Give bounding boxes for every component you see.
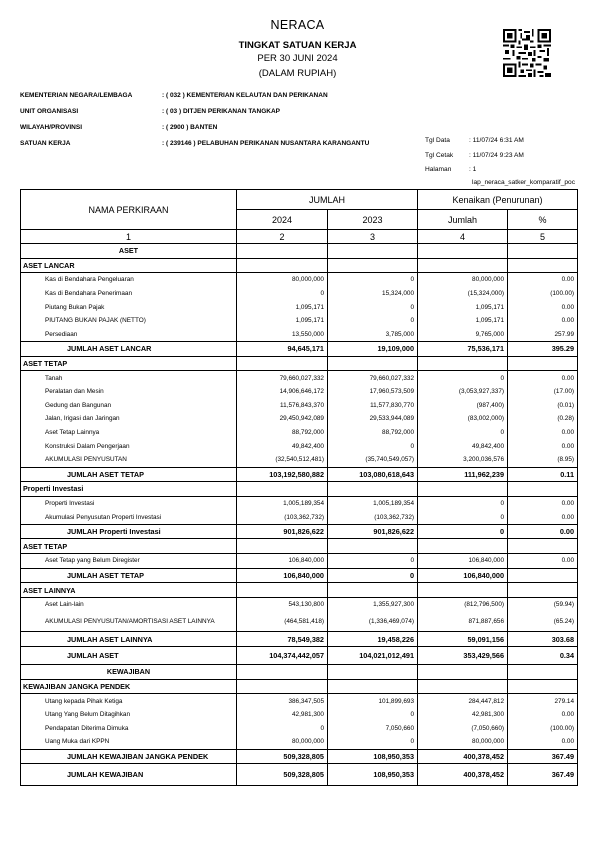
meta-value: : ( 239146 ) PELABUHAN PERIKANAN NUSANTARA KARANGANTU [162, 140, 370, 147]
change-amount: 0 [418, 524, 508, 539]
value-2024: 78,549,382 [237, 632, 328, 647]
account-name: ASET TETAP [21, 539, 237, 554]
change-percent: 279.14 [508, 694, 578, 708]
change-percent: 367.49 [508, 749, 578, 764]
change-percent: (8.95) [508, 453, 578, 467]
table-row [21, 524, 578, 539]
meta-label: UNIT ORGANISASI [20, 108, 79, 115]
value-2023: 104,021,012,491 [328, 647, 418, 665]
account-name: Tanah [21, 371, 237, 385]
header-col-number: 4 [418, 230, 508, 244]
account-name: Jalan, Irigasi dan Jaringan [21, 412, 237, 426]
info-label: Halaman [425, 166, 452, 173]
change-percent: 0.00 [508, 300, 578, 314]
account-name: ASET LANCAR [21, 258, 237, 273]
header-kenaikan: Kenaikan (Penurunan) [418, 190, 578, 210]
change-percent: (0.01) [508, 399, 578, 413]
value-2023: 1,355,927,300 [328, 597, 418, 611]
change-percent: 0.00 [508, 496, 578, 510]
change-amount: 0 [418, 496, 508, 510]
value-2023: (1,336,469,074) [328, 611, 418, 632]
change-percent: 0.00 [508, 371, 578, 385]
change-percent: 0.34 [508, 647, 578, 665]
info-value: : 1 [469, 166, 477, 173]
value-2024 [237, 244, 328, 259]
account-name: Peralatan dan Mesin [21, 385, 237, 399]
meta-label: SATUAN KERJA [20, 140, 71, 147]
change-percent: 0.00 [508, 426, 578, 440]
value-2024 [237, 356, 328, 371]
table-row [21, 356, 578, 371]
value-2024: 94,645,171 [237, 342, 328, 357]
report-currency: (DALAM RUPIAH) [258, 68, 337, 79]
value-2024: 49,842,400 [237, 439, 328, 453]
value-2023: 901,826,622 [328, 524, 418, 539]
account-name: JUMLAH ASET [21, 647, 237, 665]
change-amount: 106,840,000 [418, 554, 508, 569]
table-body [21, 244, 578, 786]
change-amount [418, 583, 508, 598]
change-amount: 80,000,000 [418, 273, 508, 287]
value-2023: 29,533,944,089 [328, 412, 418, 426]
account-name: JUMLAH ASET LANCAR [21, 342, 237, 357]
account-name: JUMLAH KEWAJIBAN [21, 764, 237, 786]
value-2023 [328, 539, 418, 554]
header-col-number: 2 [237, 230, 328, 244]
value-2023 [328, 258, 418, 273]
table-row [21, 611, 578, 632]
change-percent: 0.00 [508, 554, 578, 569]
table-row [21, 632, 578, 647]
account-name: Properti Investasi [21, 496, 237, 510]
change-amount: 59,091,156 [418, 632, 508, 647]
value-2024: 1,095,171 [237, 314, 328, 328]
table-row [21, 258, 578, 273]
account-name: PIUTANG BUKAN PAJAK (NETTO) [21, 314, 237, 328]
change-percent [508, 539, 578, 554]
account-name: JUMLAH ASET TETAP [21, 467, 237, 482]
table-row [21, 679, 578, 694]
value-2024: 103,192,580,882 [237, 467, 328, 482]
change-percent: (100.00) [508, 287, 578, 301]
table-row [21, 482, 578, 497]
value-2024 [237, 665, 328, 680]
meta-value: : ( 2900 ) BANTEN [162, 124, 218, 131]
change-percent: 367.49 [508, 764, 578, 786]
change-percent [508, 356, 578, 371]
header-jumlah: JUMLAH [237, 190, 418, 210]
value-2024: 104,374,442,057 [237, 647, 328, 665]
account-name: AKUMULASI PENYUSUTAN/AMORTISASI ASET LAINNYA [21, 611, 237, 632]
value-2024: 1,095,171 [237, 300, 328, 314]
info-label: Tgl Cetak [425, 151, 454, 159]
meta-label: WILAYAH/PROVINSI [20, 124, 83, 131]
table-header [21, 190, 578, 244]
value-2023: 0 [328, 554, 418, 569]
table-row [21, 273, 578, 287]
value-2024: 386,347,505 [237, 694, 328, 708]
change-percent: (0.28) [508, 412, 578, 426]
change-amount: (7,050,660) [418, 721, 508, 735]
value-2023: 0 [328, 735, 418, 749]
value-2024 [237, 482, 328, 497]
value-2023 [328, 679, 418, 694]
table-row [21, 597, 578, 611]
meta-row-satker [20, 140, 440, 156]
change-amount: (15,324,000) [418, 287, 508, 301]
change-amount: 1,095,171 [418, 314, 508, 328]
change-amount: (3,053,927,337) [418, 385, 508, 399]
account-name: Utang Yang Belum Ditagihkan [21, 708, 237, 722]
table-row [21, 510, 578, 524]
change-percent: 0.00 [508, 510, 578, 524]
change-percent: 395.29 [508, 342, 578, 357]
change-percent [508, 665, 578, 680]
header-jumlah-sub: Jumlah [418, 210, 508, 230]
report-id: lap_neraca_satker_komparatif_poc [472, 179, 575, 186]
value-2024: 80,000,000 [237, 273, 328, 287]
value-2023 [328, 665, 418, 680]
account-name: Pendapatan Diterima Dimuka [21, 721, 237, 735]
change-percent: (59.94) [508, 597, 578, 611]
table-row [21, 665, 578, 680]
value-2024 [237, 539, 328, 554]
account-name: Aset Tetap Lainnya [21, 426, 237, 440]
value-2023: 79,660,027,332 [328, 371, 418, 385]
header-col-number: 1 [21, 230, 237, 244]
info-value: : 11/07/24 9:23 AM [469, 151, 524, 159]
table-row [21, 583, 578, 598]
account-name: Piutang Bukan Pajak [21, 300, 237, 314]
value-2024: 88,792,000 [237, 426, 328, 440]
table-row [21, 554, 578, 569]
change-amount: 353,429,566 [418, 647, 508, 665]
change-amount: 80,000,000 [418, 735, 508, 749]
account-name: Persediaan [21, 328, 237, 342]
change-amount: 400,378,452 [418, 764, 508, 786]
value-2023: 0 [328, 708, 418, 722]
table-row [21, 300, 578, 314]
info-label: Tgl Data [425, 137, 450, 144]
account-name: JUMLAH ASET LAINNYA [21, 632, 237, 647]
balance-sheet-table [20, 189, 578, 786]
change-amount [418, 356, 508, 371]
table-row [21, 371, 578, 385]
change-amount: 0 [418, 426, 508, 440]
account-name: Konstruksi Dalam Pengerjaan [21, 439, 237, 453]
value-2024: 106,840,000 [237, 554, 328, 569]
value-2024: 106,840,000 [237, 568, 328, 583]
change-percent: 0.11 [508, 467, 578, 482]
change-percent [508, 583, 578, 598]
account-name: KEWAJIBAN JANGKA PENDEK [21, 679, 237, 694]
change-amount [418, 539, 508, 554]
value-2024: 79,660,027,332 [237, 371, 328, 385]
change-percent [508, 679, 578, 694]
table-row [21, 385, 578, 399]
account-name: Utang kepada Pihak Ketiga [21, 694, 237, 708]
change-percent: 0.00 [508, 524, 578, 539]
change-amount: 0 [418, 371, 508, 385]
table-row [21, 342, 578, 357]
value-2024: 14,906,646,172 [237, 385, 328, 399]
table-row [21, 453, 578, 467]
value-2024: 42,981,300 [237, 708, 328, 722]
account-name: Kas di Bendahara Pengeluaran [21, 273, 237, 287]
table-row [21, 764, 578, 786]
change-amount: (987,400) [418, 399, 508, 413]
table-row [21, 539, 578, 554]
account-name: ASET LAINNYA [21, 583, 237, 598]
account-name: Properti Investasi [21, 482, 237, 497]
value-2024 [237, 679, 328, 694]
info-value: : 11/07/24 6:31 AM [469, 137, 524, 144]
report-title: NERACA [270, 18, 325, 32]
change-amount [418, 679, 508, 694]
meta-value: : ( 032 ) KEMENTERIAN KELAUTAN DAN PERIKANAN [162, 92, 328, 99]
table-row [21, 749, 578, 764]
table-row [21, 314, 578, 328]
table-row [21, 439, 578, 453]
change-amount [418, 482, 508, 497]
value-2023: 15,324,000 [328, 287, 418, 301]
meta-row-unit [20, 108, 440, 124]
value-2023 [328, 583, 418, 598]
change-percent: 0.00 [508, 735, 578, 749]
value-2024 [237, 258, 328, 273]
value-2024 [237, 583, 328, 598]
change-percent: 257.99 [508, 328, 578, 342]
qr-code-icon [503, 29, 551, 77]
value-2024: 0 [237, 721, 328, 735]
table-row [21, 467, 578, 482]
value-2023: 0 [328, 568, 418, 583]
table-row [21, 412, 578, 426]
value-2023: 11,577,830,770 [328, 399, 418, 413]
change-amount: 106,840,000 [418, 568, 508, 583]
header-percent: % [508, 210, 578, 230]
value-2023: 0 [328, 273, 418, 287]
table-row [21, 328, 578, 342]
value-2023: 108,950,353 [328, 749, 418, 764]
account-name: Gedung dan Bangunan [21, 399, 237, 413]
change-amount: 9,765,000 [418, 328, 508, 342]
change-percent: 0.00 [508, 708, 578, 722]
change-percent: 0.00 [508, 273, 578, 287]
header-nama-perkiraan: NAMA PERKIRAAN [21, 190, 237, 230]
change-percent [508, 568, 578, 583]
report-metadata [20, 92, 440, 156]
account-name: JUMLAH Properti Investasi [21, 524, 237, 539]
value-2024: (103,362,732) [237, 510, 328, 524]
value-2024: 0 [237, 287, 328, 301]
account-name: Aset Lain-lain [21, 597, 237, 611]
change-percent [508, 244, 578, 259]
change-amount: 75,536,171 [418, 342, 508, 357]
table-row [21, 568, 578, 583]
report-period: PER 30 JUNI 2024 [257, 53, 338, 64]
header-col-number: 3 [328, 230, 418, 244]
value-2023 [328, 482, 418, 497]
value-2024: (32,540,512,481) [237, 453, 328, 467]
change-amount: (83,002,000) [418, 412, 508, 426]
value-2024: 509,328,805 [237, 749, 328, 764]
change-percent: (17.00) [508, 385, 578, 399]
value-2023: 108,950,353 [328, 764, 418, 786]
value-2023: 19,109,000 [328, 342, 418, 357]
value-2024: 29,450,942,089 [237, 412, 328, 426]
value-2023 [328, 356, 418, 371]
table-row [21, 244, 578, 259]
change-percent: 0.00 [508, 439, 578, 453]
value-2023: 19,458,226 [328, 632, 418, 647]
table-row [21, 721, 578, 735]
header-col-number: 5 [508, 230, 578, 244]
value-2024: 80,000,000 [237, 735, 328, 749]
table-row [21, 694, 578, 708]
account-name: ASET TETAP [21, 356, 237, 371]
value-2024: 901,826,622 [237, 524, 328, 539]
change-amount: 111,962,239 [418, 467, 508, 482]
value-2024: (464,581,418) [237, 611, 328, 632]
account-name: Kas di Bendahara Penerimaan [21, 287, 237, 301]
account-name: Aset Tetap yang Belum Diregister [21, 554, 237, 569]
account-name: AKUMULASI PENYUSUTAN [21, 453, 237, 467]
meta-label: KEMENTERIAN NEGARA/LEMBAGA [20, 92, 133, 99]
meta-row-kementerian [20, 92, 440, 108]
change-percent: (100.00) [508, 721, 578, 735]
change-amount: 3,200,036,576 [418, 453, 508, 467]
value-2023: 1,005,189,354 [328, 496, 418, 510]
value-2023: (35,740,549,057) [328, 453, 418, 467]
account-name: ASET [21, 244, 237, 259]
value-2023: 7,050,660 [328, 721, 418, 735]
table-row [21, 735, 578, 749]
account-name: KEWAJIBAN [21, 665, 237, 680]
value-2023: 17,960,573,509 [328, 385, 418, 399]
value-2023: (103,362,732) [328, 510, 418, 524]
meta-row-wilayah [20, 124, 440, 140]
change-amount: 400,378,452 [418, 749, 508, 764]
table-row [21, 399, 578, 413]
change-amount: 49,842,400 [418, 439, 508, 453]
table-row [21, 708, 578, 722]
change-percent [508, 258, 578, 273]
value-2024: 1,005,189,354 [237, 496, 328, 510]
change-amount [418, 244, 508, 259]
header-2023: 2023 [328, 210, 418, 230]
change-amount [418, 665, 508, 680]
change-amount: 284,447,812 [418, 694, 508, 708]
value-2023: 88,792,000 [328, 426, 418, 440]
account-name: JUMLAH KEWAJIBAN JANGKA PENDEK [21, 749, 237, 764]
report-subtitle: TINGKAT SATUAN KERJA [238, 40, 357, 51]
change-amount: 42,981,300 [418, 708, 508, 722]
change-amount [418, 258, 508, 273]
value-2024: 11,576,843,370 [237, 399, 328, 413]
table-row [21, 647, 578, 665]
change-percent: 0.00 [508, 314, 578, 328]
value-2023: 101,899,693 [328, 694, 418, 708]
value-2023: 3,785,000 [328, 328, 418, 342]
value-2023: 103,080,618,643 [328, 467, 418, 482]
change-amount: (812,796,500) [418, 597, 508, 611]
value-2023 [328, 244, 418, 259]
meta-value: : ( 03 ) DITJEN PERIKANAN TANGKAP [162, 108, 280, 115]
account-name: Akumulasi Penyusutan Properti Investasi [21, 510, 237, 524]
change-amount: 871,887,656 [418, 611, 508, 632]
value-2023: 0 [328, 439, 418, 453]
table-row [21, 496, 578, 510]
value-2024: 509,328,805 [237, 764, 328, 786]
value-2023: 0 [328, 300, 418, 314]
account-name: Uang Muka dari KPPN [21, 735, 237, 749]
change-percent: 303.68 [508, 632, 578, 647]
table-row [21, 426, 578, 440]
table-row [21, 287, 578, 301]
change-percent [508, 482, 578, 497]
value-2024: 543,130,800 [237, 597, 328, 611]
value-2024: 13,550,000 [237, 328, 328, 342]
change-amount: 0 [418, 510, 508, 524]
account-name: JUMLAH ASET TETAP [21, 568, 237, 583]
change-percent: (65.24) [508, 611, 578, 632]
change-amount: 1,095,171 [418, 300, 508, 314]
header-2024: 2024 [237, 210, 328, 230]
value-2023: 0 [328, 314, 418, 328]
